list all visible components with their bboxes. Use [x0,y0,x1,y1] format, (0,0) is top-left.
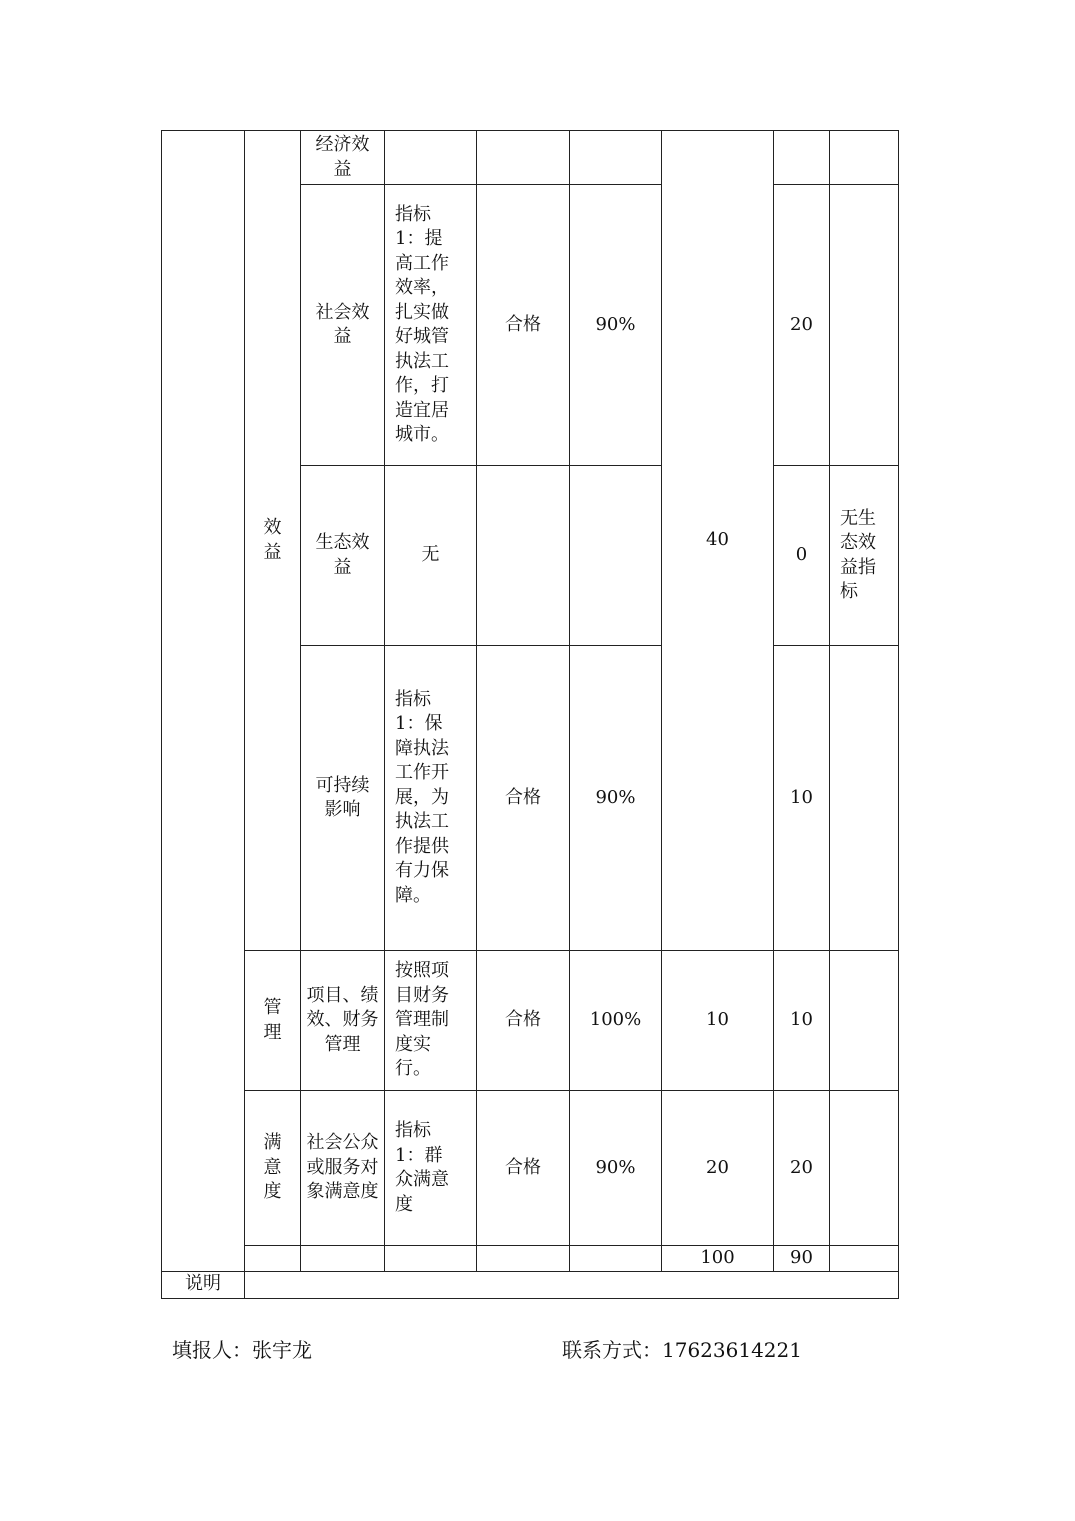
sub-sustainable-cell [301,646,385,951]
sub-ecological-cell [301,466,385,646]
target-economic [570,131,662,185]
category-satisfaction-cell [245,1091,301,1246]
note-ecological-cell [830,466,899,646]
total-empty-4 [477,1246,570,1272]
first-level-cell [162,131,245,1272]
indicator-satisfaction: 指标 1：群众满意度 [395,1120,449,1215]
indicator-economic [385,131,477,185]
row-satisfaction [162,1091,899,1246]
indicator-sustainable: 指标 1：保障执法工作开展，为执法工作提供有力保障。 [395,688,449,906]
sub-management: 项目、绩效、财务管理 [306,984,379,1055]
sub-social: 社会效益 [315,301,370,347]
row-remark [162,1271,899,1298]
weight-benefit-cell [662,131,774,951]
sub-satisfaction: 社会公众或服务对象满意度 [306,1132,379,1203]
remark-content [245,1271,899,1298]
indicator-ecological: 无 [385,466,477,646]
category-benefit-cell [245,131,301,951]
total-note [830,1246,899,1272]
row-total [162,1246,899,1272]
total-score: 90 [774,1246,830,1272]
score-management: 10 [774,951,830,1091]
target-management: 100% [570,951,662,1091]
row-economic [162,131,899,185]
performance-table [161,130,899,1299]
weight-management: 10 [662,951,774,1091]
target-sustainable: 90% [570,646,662,951]
category-benefit: 效益 [263,517,282,563]
total-empty-2 [301,1246,385,1272]
total-empty-3 [385,1246,477,1272]
score-social: 20 [774,185,830,466]
weight-satisfaction: 20 [662,1091,774,1246]
sub-ecological: 生态效益 [315,532,370,578]
note-social [830,185,899,466]
category-management-cell [245,951,301,1091]
row-management [162,951,899,1091]
standard-ecological [477,466,570,646]
filler-label: 填报人：张宇龙 [172,1338,312,1362]
indicator-satisfaction-cell [385,1091,477,1246]
sub-management-cell [301,951,385,1091]
score-economic [774,131,830,185]
score-satisfaction: 20 [774,1091,830,1246]
weight-benefit: 40 [706,529,729,551]
contact-label: 联系方式：17623614221 [562,1338,802,1362]
note-sustainable [830,646,899,951]
sub-sustainable: 可持续影响 [315,774,370,820]
standard-social: 合格 [477,185,570,466]
score-ecological: 0 [774,466,830,646]
sub-economic-cell [301,131,385,185]
note-satisfaction [830,1091,899,1246]
total-empty-1 [245,1246,301,1272]
note-management [830,951,899,1091]
target-satisfaction: 90% [570,1091,662,1246]
category-management: 管理 [263,997,282,1043]
indicator-social-cell [385,185,477,466]
indicator-social: 指标 1：提高工作效率，扎实做好城管执法工作，打造宜居城市。 [395,203,449,445]
total-weight: 100 [662,1246,774,1272]
indicator-management: 按照项目财务管理制度实行。 [395,960,449,1080]
note-ecological: 无生态效益指标 [840,507,876,602]
standard-sustainable: 合格 [477,646,570,951]
total-empty-5 [570,1246,662,1272]
sub-social-cell [301,185,385,466]
standard-management: 合格 [477,951,570,1091]
sub-satisfaction-cell [301,1091,385,1246]
category-satisfaction: 满意度 [263,1132,282,1203]
remark-label: 说明 [162,1271,245,1298]
target-ecological [570,466,662,646]
sub-economic: 经济效益 [315,134,370,180]
target-social: 90% [570,185,662,466]
note-economic [830,131,899,185]
indicator-sustainable-cell [385,646,477,951]
score-sustainable: 10 [774,646,830,951]
standard-satisfaction: 合格 [477,1091,570,1246]
standard-economic [477,131,570,185]
indicator-management-cell [385,951,477,1091]
